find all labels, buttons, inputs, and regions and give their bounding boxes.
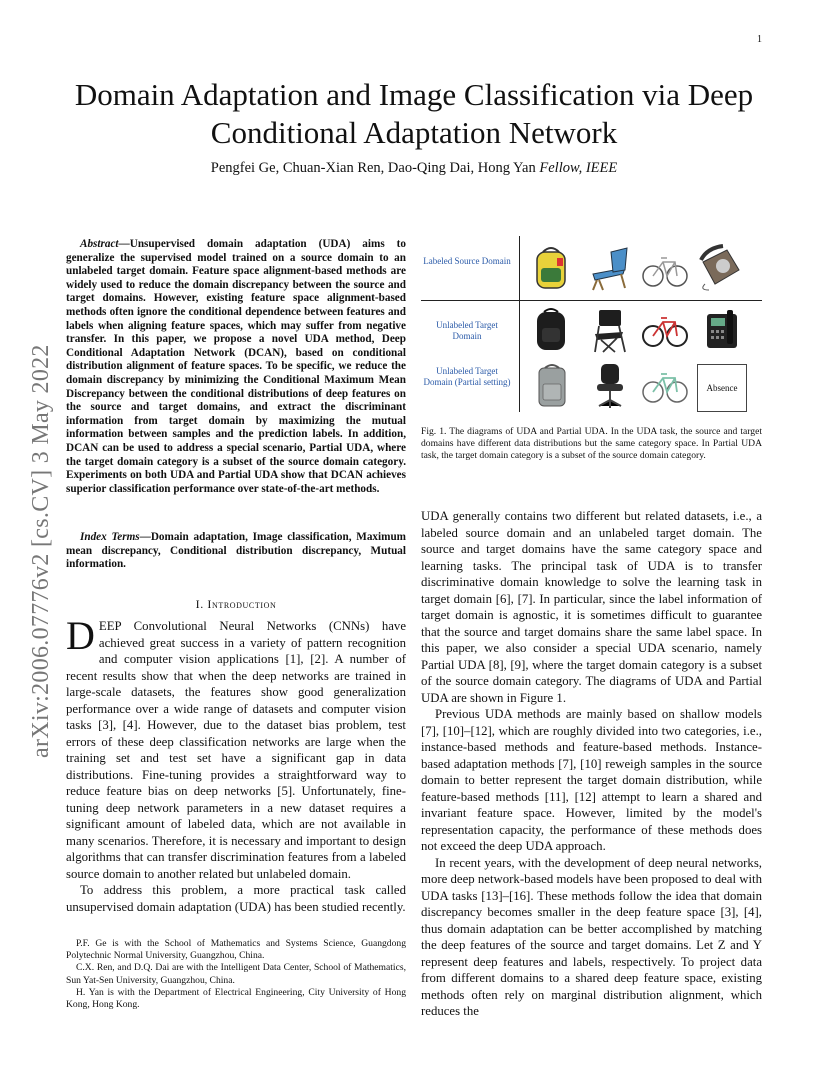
footnote-2: C.X. Ren, and D.Q. Dai are with the Intelligent Data Center, School of Mathematics, Sun Yat-Sen University, Guangzhou, China. <box>66 962 406 986</box>
backpack-grey-icon <box>527 362 575 410</box>
footnote-1: P.F. Ge is with the School of Mathematics and Systems Science, Guangdong Polytechnic Normal University, Guangzhou, China. <box>66 938 406 962</box>
arxiv-stamp <box>28 218 54 758</box>
right-paragraph-1: UDA generally contains two different but related datasets, i.e., a labeled source domain and an unlabeled target domain. The source and target domains have the same category space and learning tasks. The principal task of UDA is to transfer discriminative domain knowledge to solve the learning task in target domain [6], [7]. In particular, since the label information of target domain is agnostic, it is sometimes difficult to guarantee that the source and target domains share the same label space. In this paper, we also consider a special UDA scenario, namely Partial UDA [8], [9], where the target domain category is a subset of the source domain category. The diagrams of UDA and Partial UDA are shown in Figure 1. <box>421 509 762 705</box>
backpack-black-icon <box>527 306 575 354</box>
figure-divider-vertical <box>519 236 520 412</box>
right-paragraph-3: In recent years, with the development of deep neural networks, more deep network-based models have been proposed to deal with UDA tasks [13]–[16]. These methods follow the idea that domain discrepancy becomes smaller in the deep feature space [3], [4], thus domain adaptation can be better accomplished by matching the deep features of the source and target domains. Let Z and Y represent deep features and labels, respectively. To project data from different domains to a shared deep feature space, existing methods often rely on marginal distribution alignment, which reduces the <box>421 855 762 1018</box>
authors: Pengfei Ge, Chuan-Xian Ren, Dao-Qing Dai, Hong Yan <box>210 160 536 176</box>
chair-blue-icon <box>585 244 633 292</box>
right-paragraph-2: Previous UDA methods are mainly based on shallow models [7], [10]–[12], which are roughly divided into two categories, i.e., instance-based methods and feature-based methods. Instance-based adaptation methods [7], [10] reweigh samples in the source domain to better represent the target domain distribution, while feature-based methods [11], [12] attempt to learn a shared and invariant feature space. However, limited by the model's representation capacity, the performance of these methods does not exceed the deep UDA approach. <box>421 707 762 853</box>
abstract <box>66 238 406 496</box>
absence-box: Absence <box>697 364 747 412</box>
footnotes <box>66 938 406 1011</box>
arxiv-stamp-text: arXiv:2006.07776v2 [cs.CV] 3 May 2022 <box>28 344 54 758</box>
index-terms-lead: Index Terms <box>80 531 140 543</box>
row-label-target: Unlabeled Target Domain <box>436 320 498 341</box>
backpack-yellow-icon <box>527 244 575 292</box>
section-heading: I. Introduction <box>195 597 277 611</box>
row-label-partial: Unlabeled Target Domain (Partial setting) <box>423 366 511 387</box>
authors-title: Fellow, IEEE <box>539 160 618 176</box>
footnote-3: H. Yan is with the Department of Electrical Engineering, City University of Hong Kong, Hong Kong. <box>66 986 406 1011</box>
intro-p1-text: EEP Convolutional Neural Networks (CNNs) have achieved great success in a variety of pattern recognition and computer vision applications [1], [2]. A number of recent results show that when the deep networks are trained in large-scale datasets, the features show good generalization performance over a wide range of datasets and computer vision tasks [3], [4]. However, due to the dataset bias problem, test errors of these deep classification networks are large when the training set and test set have a significant gap in data distributions. Fine-tuning provides a straightforward way to reduce feature bias on deep networks [5]. Unfortunately, fine-tuning deep network parameters in a new dataset requires a significant amount of labeled data, which are not available in many scenarios. Therefore, it is necessary and important to design algorithms that can transfer discrimination features from a labeled source domain to another related but unlabeled domain. <box>66 619 406 881</box>
index-terms-text: —Domain adaptation, Image classification, Maximum mean discrepancy, Conditional distribution discrepancy, Mutual information. <box>66 531 406 571</box>
intro-paragraph-2: To address this problem, a more practical task called unsupervised domain adaptation (UDA) has been studied recently. <box>66 883 406 914</box>
figure-caption: Fig. 1. The diagrams of UDA and Partial UDA. In the UDA task, the source and target domains have different data distributions but the same category space. In Partial UDA task, the target domain category is a subset of the source domain category. <box>421 426 762 461</box>
phone-black-icon <box>697 306 745 354</box>
page-number: 1 <box>757 34 762 45</box>
drop-cap: D <box>66 613 95 658</box>
figure-1 <box>421 236 762 412</box>
chair-black-icon <box>585 306 633 354</box>
introduction <box>66 613 406 915</box>
bicycle-black-icon <box>641 306 689 354</box>
author-line <box>60 160 768 177</box>
row-label-source: Labeled Source Domain <box>423 256 511 266</box>
phone-brown-icon <box>697 244 745 292</box>
abstract-lead: Abstract <box>80 238 119 250</box>
index-terms <box>66 531 406 572</box>
right-column <box>421 508 762 1020</box>
paper-title: Domain Adaptation and Image Classification via Deep Conditional Adaptation Network <box>74 77 754 150</box>
abstract-text: —Unsupervised domain adaptation (UDA) aims to generalize the supervised model trained on a source domain to an unlabeled target domain. Feature space alignment-based methods are widely used to reduce the domain discrepancy between the source and target domains. However, existing feature space alignment-based methods often ignore the conditional dependence between features and labels when aligning feature spaces, which may suffer from negative transfer. In this paper, we propose a novel UDA method, Deep Conditional Adaptation Network (DCAN), based on conditional distribution alignment of feature spaces. To be specific, we reduce the domain discrepancy by minimizing the Conditional Maximum Mean Discrepancy between the conditional distributions of deep features on the source and target domains, and extract the discriminant information from target domain by maximizing the mutual information between samples and the prediction labels. In addition, DCAN can be used to address a special scenario, Partial UDA, where the target domain category is a subset of the source domain category. Experiments on both UDA and Partial UDA show that DCAN achieves superior classification performance over state-of-the-art methods. <box>66 238 406 495</box>
bicycle-white-icon <box>641 244 689 292</box>
intro-paragraph-1 <box>66 613 406 882</box>
bicycle-mint-icon <box>641 362 689 410</box>
figure-divider-horizontal <box>421 300 762 301</box>
chair-office-icon <box>585 362 633 410</box>
